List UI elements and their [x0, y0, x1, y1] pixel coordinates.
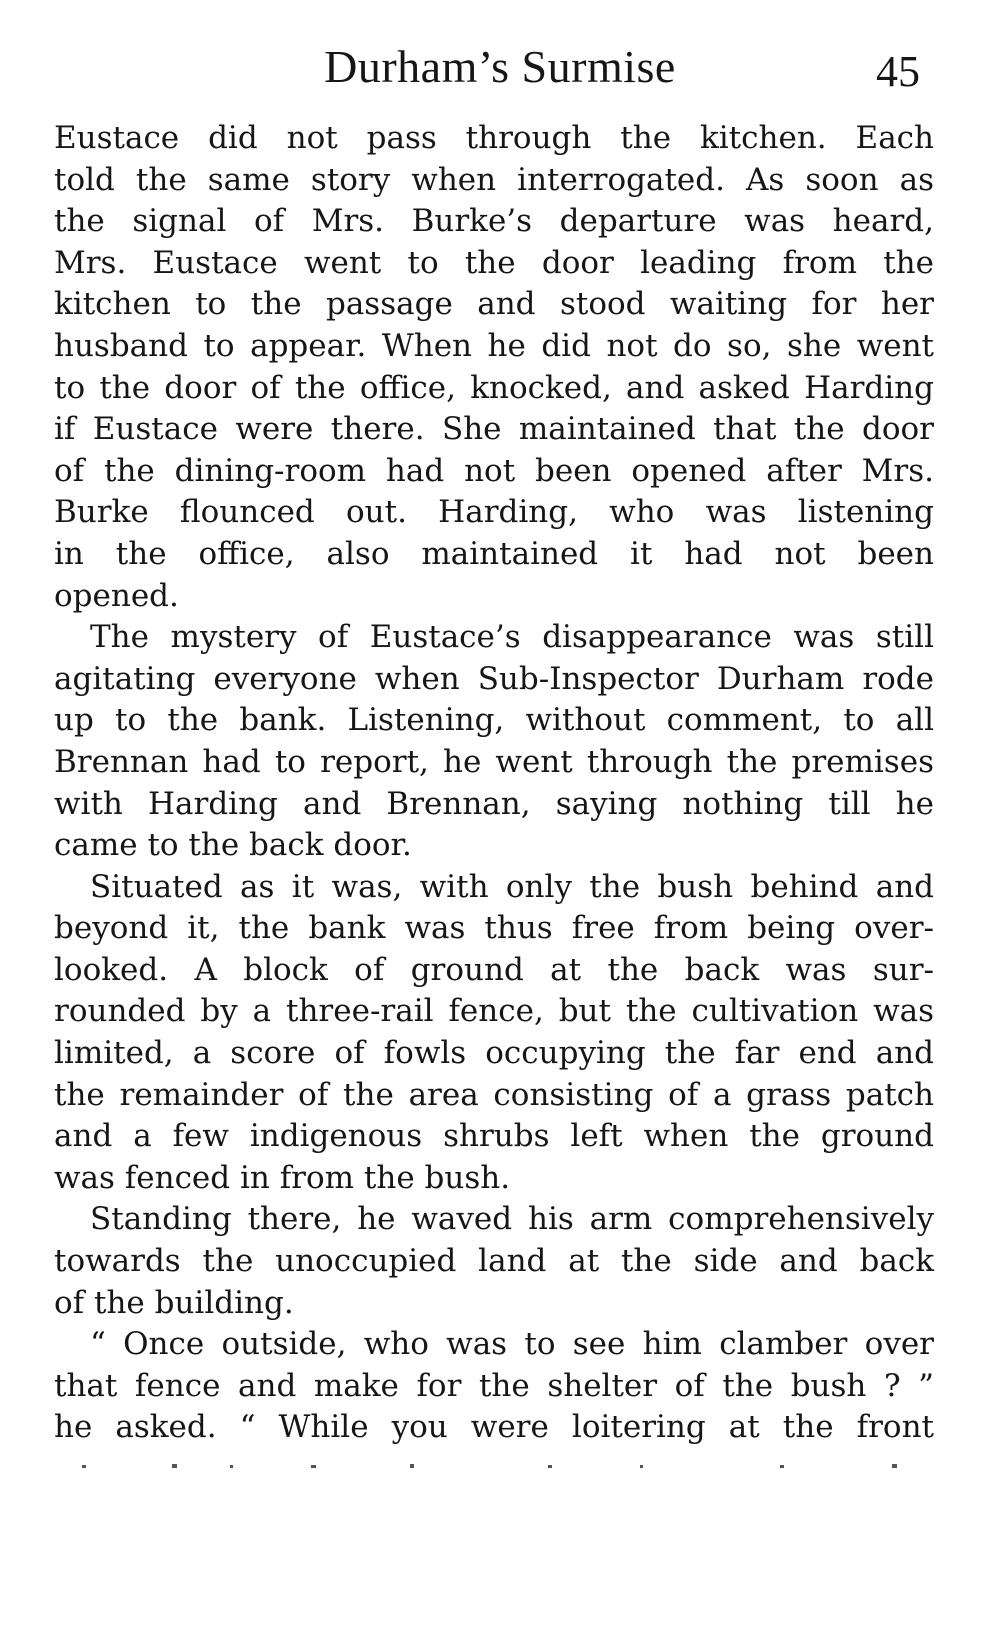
text-line: “ Once outside, who was to see him clamber over [90, 1326, 934, 1363]
body-text [54, 118, 934, 1449]
paragraph [54, 1199, 934, 1324]
text-line: the signal of Mrs. Burke’s departure was heard, [54, 203, 934, 240]
text-line: Eustace did not pass through the kitchen. Each [54, 120, 934, 156]
text-line: opened. [54, 577, 179, 614]
paragraph [54, 1324, 934, 1449]
text-line: husband to appear. When he did not do so, she went [54, 327, 934, 364]
text-line: that fence and make for the shelter of the bush ? ” [54, 1367, 934, 1404]
text-line: Mrs. Eustace went to the door leading from the [54, 244, 934, 281]
paragraph [54, 617, 934, 867]
paragraph [54, 867, 934, 1200]
text-line: if Eustace were there. She maintained that the door [54, 411, 934, 448]
text-line: Burke flounced out. Harding, who was listening [54, 494, 934, 531]
text-line: the remainder of the area consisting of a grass patch [54, 1076, 934, 1113]
text-line: came to the back door. [54, 827, 412, 864]
text-line: to the door of the office, knocked, and asked Harding [54, 369, 934, 406]
text-line: of the dining-room had not been opened after Mrs. [54, 452, 934, 489]
text-line: rounded by a three-rail fence, but the cultivation was [54, 993, 934, 1030]
text-line: towards the unoccupied land at the side and back [54, 1243, 934, 1280]
text-line: was fenced in from the bush. [54, 1159, 511, 1196]
page-number: 45 [876, 47, 920, 96]
paragraph [54, 118, 934, 617]
text-line: Standing there, he waved his arm comprehensively [90, 1201, 934, 1238]
text-line: The mystery of Eustace’s disappearance was still [90, 619, 934, 656]
text-line: in the office, also maintained it had not been [54, 535, 934, 572]
text-line: limited, a score of fowls occupying the far end and [54, 1035, 934, 1072]
text-line: beyond it, the bank was thus free from being over- [54, 910, 934, 947]
text-line: Brennan had to report, he went through the premises [54, 743, 934, 780]
text-line: he asked. “ While you were loitering at the front [54, 1409, 934, 1446]
running-header [0, 40, 1000, 100]
text-line: of the building. [54, 1284, 294, 1321]
text-line: Situated as it was, with only the bush behind and [90, 868, 934, 905]
text-line: with Harding and Brennan, saying nothing till he [54, 785, 934, 822]
text-line: kitchen to the passage and stood waiting for her [54, 286, 934, 323]
cropped-text-fragment [80, 1461, 900, 1471]
running-title: Durham’s Surmise [324, 41, 676, 92]
text-line: and a few indigenous shrubs left when the ground [54, 1118, 934, 1155]
text-line: looked. A block of ground at the back was sur- [54, 951, 934, 988]
text-line: told the same story when interrogated. As soon as [54, 161, 934, 198]
text-line: up to the bank. Listening, without comment, to all [54, 702, 934, 739]
text-line: agitating everyone when Sub-Inspector Durham rode [54, 660, 934, 697]
